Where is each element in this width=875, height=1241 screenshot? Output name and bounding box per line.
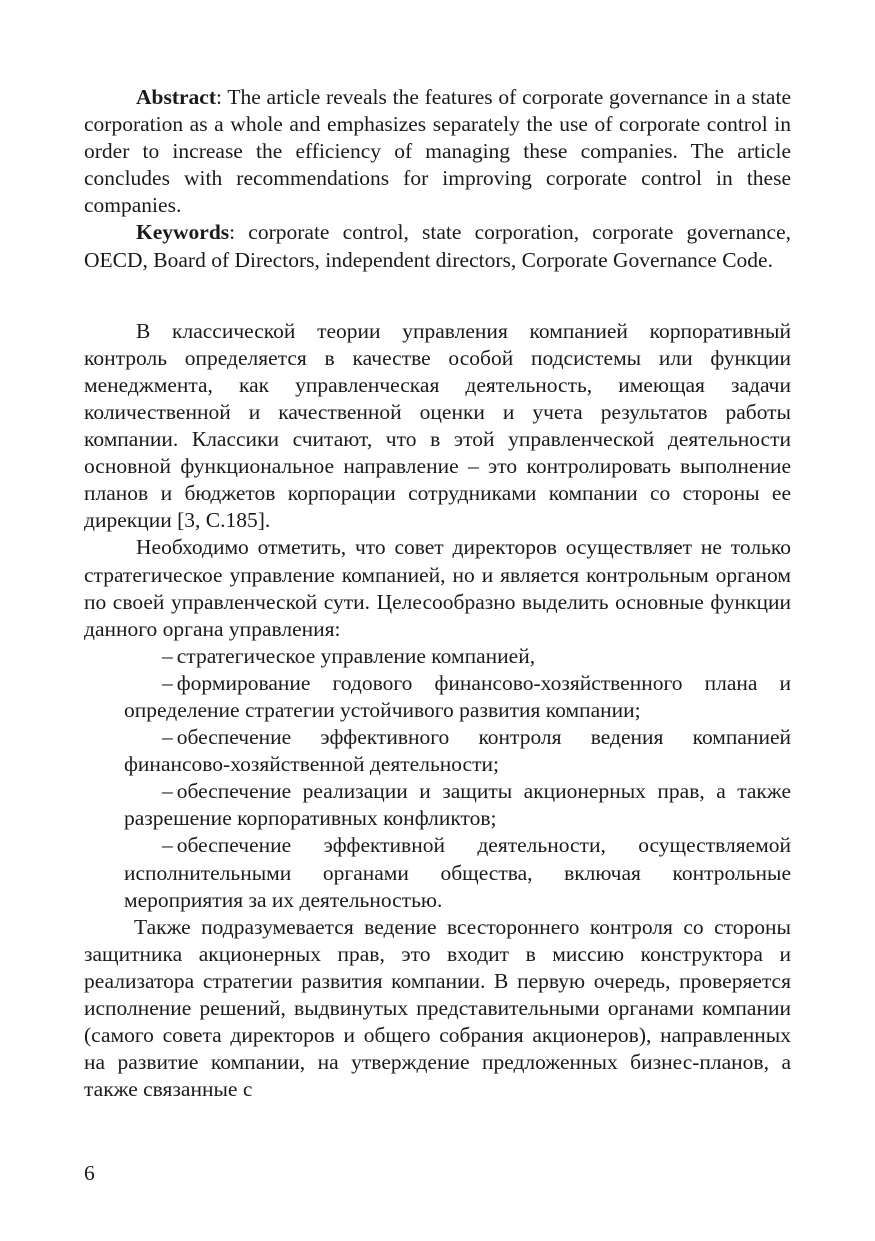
list-dash: – [162, 725, 173, 750]
list-dash: – [162, 670, 173, 695]
list-item [124, 778, 791, 832]
list-item [124, 724, 791, 778]
list-item-text: обеспечение эффективного контроля ведения компанией финансово-хозяйственной деятельности; [124, 725, 791, 777]
body-paragraph-2: Необходимо отметить, что совет директоров осуществляет не только стратегическое управление компанией, но и является контрольным органом по своей управленческой сути. Целесообразно выделить основные функции данного органа управления: [84, 535, 791, 641]
list-item-text: формирование годового финансово-хозяйственного плана и определение стратегии устойчивого развития компании; [124, 670, 791, 722]
body-paragraph-1: В классической теории управления компанией корпоративный контроль определяется в качестве особой подсистемы или функции менеджмента, как управленческая деятельность, имеющая задачи количественной и качественной оценки и учета результатов работы компании. Классики считают, что в этой управленческой деятельности основной функциональное направление – это контролировать выполнение планов и бюджетов корпорации сотрудниками компании со стороны ее дирекции [3, С.185]. [84, 318, 791, 533]
section-gap [84, 274, 791, 318]
body-paragraph-3: Также подразумевается ведение всестороннего контроля со стороны защитника акционерных прав, это входит в миссию конструктора и реализатора стратегии развития компании. В первую очередь, проверяется исполнение решений, выдвинутых представительными органами компании (самого совета директоров и общего собрания акционеров), направленных на развитие компании, на утверждение предложенных бизнес-планов, а также связанные с [84, 914, 791, 1102]
list-dash: – [162, 833, 173, 858]
list-item [124, 643, 791, 670]
abstract-paragraph [84, 84, 791, 219]
keywords-text: : corporate control, state corporation, corporate governance, OECD, Board of Directors, independent directors, Corporate Governance Code. [84, 220, 791, 272]
list-item [124, 832, 791, 913]
list-item-text: стратегическое управление компанией, [176, 643, 536, 668]
list-dash: – [162, 643, 173, 668]
list-item-text: обеспечение реализации и защиты акционерных прав, а также разрешение корпоративных конфликтов; [124, 779, 791, 831]
page-content [84, 84, 791, 1103]
list-item-text: обеспечение эффективной деятельности, осуществляемой исполнительными органами общества, включая контрольные мероприятия за их деятельностью. [124, 833, 791, 912]
keywords-paragraph [84, 219, 791, 273]
page-number: 6 [84, 1161, 95, 1185]
keywords-label: Keywords [136, 220, 230, 245]
list-item [124, 670, 791, 724]
abstract-label: Abstract [136, 85, 217, 109]
list-dash: – [162, 779, 173, 804]
abstract-text: : The article reveals the features of corporate governance in a state corporation as a whole and emphasizes separately the use of corporate control in order to increase the efficiency of managing these companies. The article concludes with recommendations for improving corporate control in these companies. [84, 85, 791, 218]
